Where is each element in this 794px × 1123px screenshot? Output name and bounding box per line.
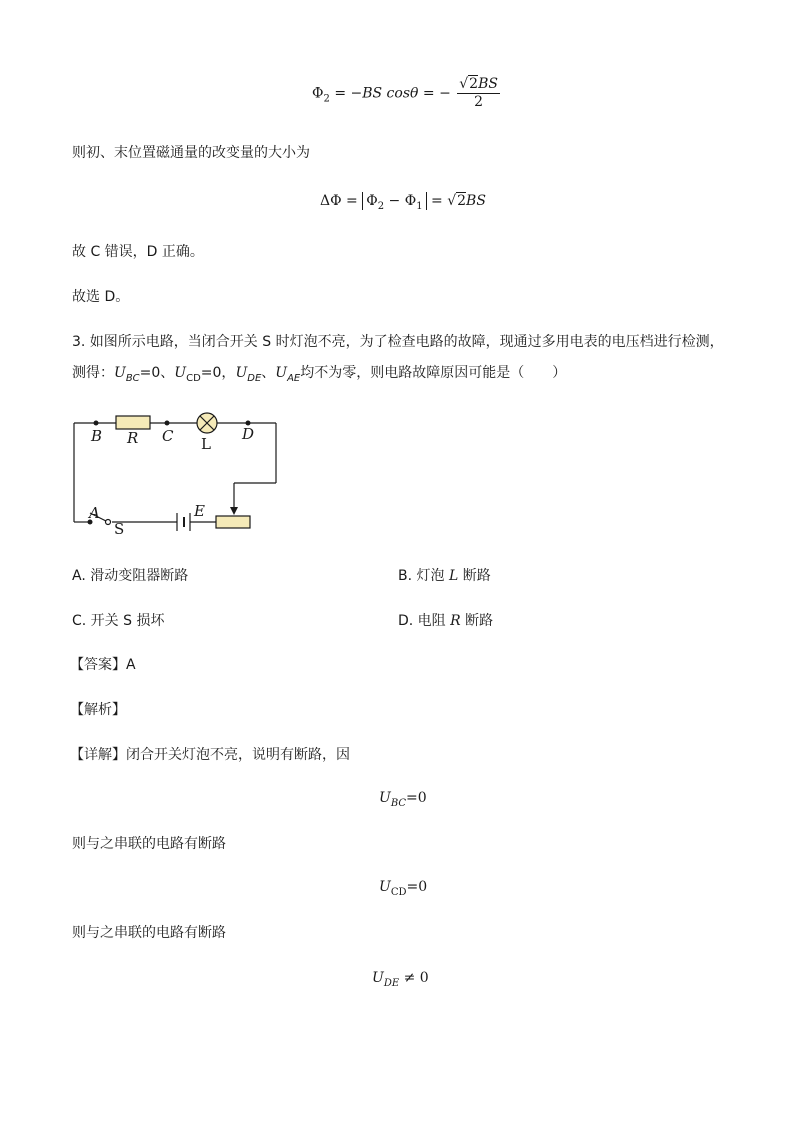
question-3-stem-line1: 3. 如图所示电路，当闭合开关 S 时灯泡不亮，为了检查电路的故障，现通过多用电表的电压档进行检测， [72,334,724,350]
circuit-svg [60,405,290,545]
label-d: D [242,425,255,443]
label-l: L [201,435,211,453]
node-b [94,421,99,426]
detail-line1: 则与之串联的电路有断路 [72,836,226,852]
option-a[interactable]: A. 滑动变阻器断路 [72,568,189,584]
circuit-diagram [60,405,290,545]
option-d[interactable]: D. 电阻 R 断路 [398,613,494,629]
fraction [457,76,500,111]
detail-eq-ucd: $U_{CD}=0$ [379,879,428,898]
question-3-stem-line2: 测得：$U_{BC}=0$、$U_{CD}=0$，$U_{DE}$、$U_{AE}$均不为零，则电路故障原因可能是（ ） [72,365,567,384]
equation-middle: = −BS cosθ = − [334,85,451,102]
label-r: R [127,429,139,447]
equation-delta-phi: $\Delta\Phi = \Phi_2 - \Phi_1 = √2BS$ [320,193,486,212]
switch-contact [106,520,111,525]
detail-intro: 【详解】闭合开关灯泡不亮，说明有断路，因 [70,747,350,763]
analysis-tag: 【解析】 [70,702,126,718]
fraction-numerator: √2BS [459,76,498,92]
option-c[interactable]: C. 开关 S 损坏 [72,613,165,629]
phi-subscript: 2 [323,93,330,105]
label-s: S [114,520,125,538]
answer-line [70,656,136,674]
text-flux-change: 则初、末位置磁通量的改变量的大小为 [72,145,310,161]
detail-line2: 则与之串联的电路有断路 [72,925,226,941]
text-c-wrong: 故 C 错误，D 正确。 [72,244,204,260]
rheostat [216,516,250,528]
slider-arrow-head [230,507,238,515]
fraction-denominator: 2 [474,94,484,110]
resistor-r [116,416,150,429]
absolute-value: $\Phi_2 - \Phi_1$ [362,192,426,210]
answer-value: A [126,657,136,673]
label-e: E [194,502,205,520]
node-c [165,421,170,426]
answer-tag: 【答案】 [70,657,126,673]
text-select-d: 故选 D。 [72,289,130,305]
label-b: B [91,427,103,445]
option-b[interactable]: B. 灯泡 L 断路 [398,568,491,584]
phi-symbol: Φ [312,85,324,102]
detail-eq-ude: $U_{DE} \ne 0$ [372,970,429,989]
label-c: C [162,427,174,445]
label-a: A [89,504,100,522]
detail-tag: 【详解】 [70,747,126,763]
equation-phi2 [312,76,502,111]
detail-eq-ubc: $U_{BC}=0$ [379,790,427,809]
